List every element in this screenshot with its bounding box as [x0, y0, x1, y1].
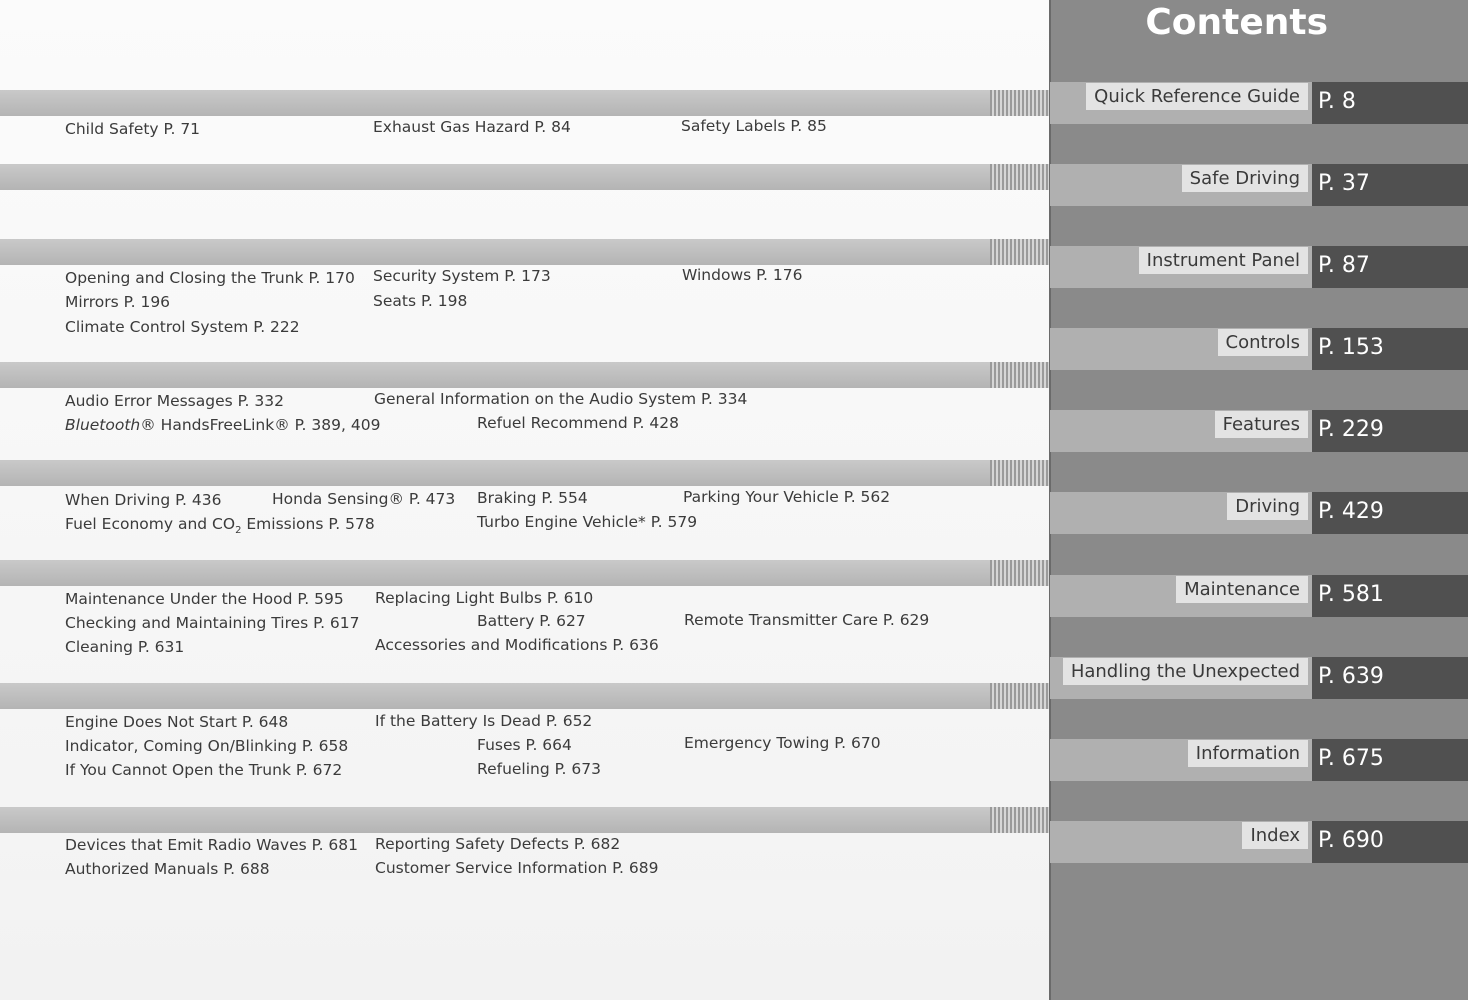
entry-cleaning[interactable]: Cleaning P. 631: [65, 638, 185, 656]
tab-label: Features: [1215, 411, 1308, 438]
tab-label: Maintenance: [1176, 576, 1308, 603]
tab-label: Driving: [1227, 493, 1308, 520]
entry-honda-sensing[interactable]: Honda Sensing® P. 473: [272, 490, 456, 508]
tab-instrument-panel[interactable]: [1050, 246, 1468, 288]
entry-light-bulbs[interactable]: Replacing Light Bulbs P. 610: [375, 589, 594, 607]
section-band: [0, 460, 1050, 486]
entry-parking[interactable]: Parking Your Vehicle P. 562: [683, 488, 891, 506]
tab-page-number: P. 429: [1312, 492, 1468, 534]
tab-information[interactable]: [1050, 739, 1468, 781]
fuel-economy-text: Fuel Economy and CO: [65, 515, 236, 533]
entry-customer-service[interactable]: Customer Service Information P. 689: [375, 859, 659, 877]
entry-security-system[interactable]: Security System P. 173: [373, 267, 551, 285]
entry-climate-control[interactable]: Climate Control System P. 222: [65, 318, 300, 336]
entry-braking[interactable]: Braking P. 554: [477, 489, 588, 507]
entry-seats[interactable]: Seats P. 198: [373, 292, 468, 310]
section-band: [0, 807, 1050, 833]
co2-subscript: 2: [235, 525, 242, 537]
entry-maintenance-hood[interactable]: Maintenance Under the Hood P. 595: [65, 590, 344, 608]
entry-safety-defects[interactable]: Reporting Safety Defects P. 682: [375, 835, 621, 853]
entry-mirrors[interactable]: Mirrors P. 196: [65, 293, 171, 311]
entry-battery-dead[interactable]: If the Battery Is Dead P. 652: [375, 712, 593, 730]
tab-label: Instrument Panel: [1139, 247, 1308, 274]
tab-quick-reference-guide[interactable]: [1050, 82, 1468, 124]
tab-page-number: P. 8: [1312, 82, 1468, 124]
tab-page-number: P. 690: [1312, 821, 1468, 863]
tab-maintenance[interactable]: [1050, 575, 1468, 617]
handsfreelink-text: ® HandsFreeLink® P. 389, 409: [140, 416, 381, 434]
tab-page-number: P. 153: [1312, 328, 1468, 370]
entry-engine-not-start[interactable]: Engine Does Not Start P. 648: [65, 713, 289, 731]
entry-exhaust-gas-hazard[interactable]: Exhaust Gas Hazard P. 84: [373, 118, 571, 136]
section-band: [0, 164, 1050, 190]
tab-driving[interactable]: [1050, 492, 1468, 534]
tab-page-number: P. 675: [1312, 739, 1468, 781]
entry-refueling[interactable]: Refueling P. 673: [477, 760, 601, 778]
emissions-text: Emissions P. 578: [241, 515, 375, 533]
bluetooth-word: Bluetooth: [65, 416, 141, 434]
section-band: [0, 239, 1050, 265]
tab-index[interactable]: [1050, 821, 1468, 863]
entry-refuel-recommend[interactable]: Refuel Recommend P. 428: [477, 414, 679, 432]
entry-radio-waves[interactable]: Devices that Emit Radio Waves P. 681: [65, 836, 359, 854]
entry-audio-general-info[interactable]: General Information on the Audio System P. 334: [374, 390, 748, 408]
entry-audio-error-messages[interactable]: Audio Error Messages P. 332: [65, 392, 284, 410]
section-band: [0, 362, 1050, 388]
tab-handling-the-unexpected[interactable]: [1050, 657, 1468, 699]
entry-when-driving[interactable]: When Driving P. 436: [65, 491, 222, 509]
entry-authorized-manuals[interactable]: Authorized Manuals P. 688: [65, 860, 270, 878]
entry-windows[interactable]: Windows P. 176: [682, 266, 803, 284]
entry-fuel-economy[interactable]: [65, 515, 375, 536]
section-band: [0, 560, 1050, 586]
entry-bluetooth-handsfreelink[interactable]: [65, 416, 380, 434]
section-band: [0, 90, 1050, 116]
entry-trunk-cannot-open[interactable]: If You Cannot Open the Trunk P. 672: [65, 761, 343, 779]
section-band: [0, 683, 1050, 709]
entry-fuses[interactable]: Fuses P. 664: [477, 736, 572, 754]
tab-page-number: P. 37: [1312, 164, 1468, 206]
tab-page-number: P. 581: [1312, 575, 1468, 617]
tab-page-number: P. 229: [1312, 410, 1468, 452]
tab-label: Safe Driving: [1182, 165, 1308, 192]
entry-remote-transmitter[interactable]: Remote Transmitter Care P. 629: [684, 611, 930, 629]
tab-label: Quick Reference Guide: [1086, 83, 1308, 110]
entry-child-safety[interactable]: Child Safety P. 71: [65, 120, 201, 138]
tab-page-number: P. 87: [1312, 246, 1468, 288]
entry-safety-labels[interactable]: Safety Labels P. 85: [681, 117, 827, 135]
tab-features[interactable]: [1050, 410, 1468, 452]
contents-title: Contents: [1145, 2, 1328, 43]
entry-accessories[interactable]: Accessories and Modifications P. 636: [375, 636, 659, 654]
tab-safe-driving[interactable]: [1050, 164, 1468, 206]
entry-emergency-towing[interactable]: Emergency Towing P. 670: [684, 734, 881, 752]
tab-label: Handling the Unexpected: [1063, 658, 1308, 685]
entry-battery[interactable]: Battery P. 627: [477, 612, 586, 630]
entry-trunk[interactable]: Opening and Closing the Trunk P. 170: [65, 269, 355, 287]
tab-label: Information: [1188, 740, 1308, 767]
tab-controls[interactable]: [1050, 328, 1468, 370]
entry-turbo-engine[interactable]: Turbo Engine Vehicle* P. 579: [477, 513, 698, 531]
tab-page-number: P. 639: [1312, 657, 1468, 699]
entry-tires[interactable]: Checking and Maintaining Tires P. 617: [65, 614, 360, 632]
entry-indicator-blinking[interactable]: Indicator, Coming On/Blinking P. 658: [65, 737, 349, 755]
tab-label: Index: [1242, 822, 1308, 849]
tab-label: Controls: [1218, 329, 1308, 356]
